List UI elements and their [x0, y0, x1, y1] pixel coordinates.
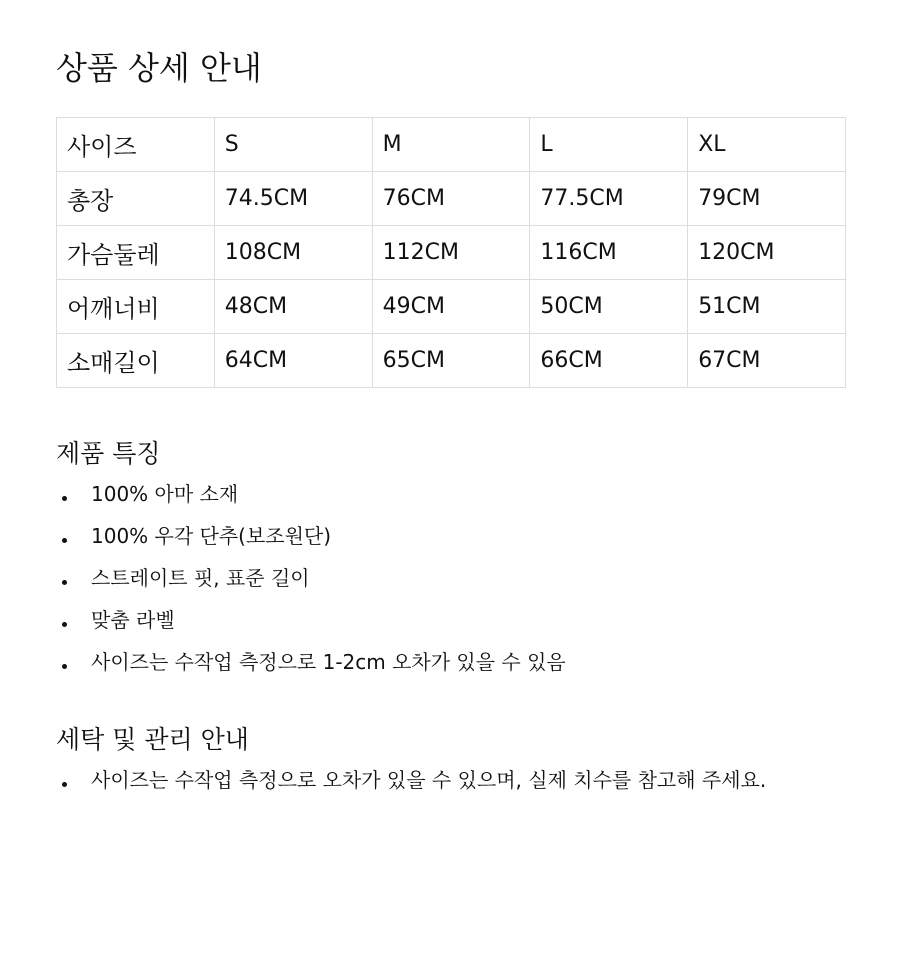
- table-cell: 108CM: [214, 226, 372, 280]
- row-label-total-length: 총장: [57, 172, 215, 226]
- table-row: [57, 334, 846, 388]
- care-list: [56, 764, 766, 806]
- list-item-text: 맞춤 라벨: [91, 608, 175, 632]
- bullet-icon: [62, 782, 67, 787]
- bullet-icon: [62, 496, 67, 501]
- list-item-text: 사이즈는 수작업 측정으로 오차가 있을 수 있으며, 실제 치수를 참고해 주세요.: [91, 768, 767, 792]
- table-cell: 116CM: [530, 226, 688, 280]
- table-cell: 112CM: [372, 226, 530, 280]
- row-label-shoulder: 어깨너비: [57, 280, 215, 334]
- features-list: [56, 478, 566, 688]
- list-item-text: 100% 아마 소재: [91, 482, 239, 506]
- table-cell: 77.5CM: [530, 172, 688, 226]
- table-cell: 48CM: [214, 280, 372, 334]
- list-item: [56, 646, 566, 688]
- size-table: [56, 117, 846, 388]
- features-section-title: 제품 특징: [56, 439, 161, 468]
- header-cell-xl: XL: [688, 118, 846, 172]
- list-item-text: 사이즈는 수작업 측정으로 1-2cm 오차가 있을 수 있음: [91, 650, 566, 674]
- row-label-sleeve: 소매길이: [57, 334, 215, 388]
- row-label-chest: 가슴둘레: [57, 226, 215, 280]
- table-cell: 67CM: [688, 334, 846, 388]
- table-row: [57, 280, 846, 334]
- table-row: [57, 226, 846, 280]
- table-cell: 120CM: [688, 226, 846, 280]
- header-cell-l: L: [530, 118, 688, 172]
- bullet-icon: [62, 538, 67, 543]
- bullet-icon: [62, 622, 67, 627]
- size-table-header-row: [57, 118, 846, 172]
- table-cell: 65CM: [372, 334, 530, 388]
- page-title: 상품 상세 안내: [56, 49, 262, 87]
- list-item: [56, 764, 766, 806]
- list-item-text: 스트레이트 핏, 표준 길이: [91, 566, 310, 590]
- list-item: [56, 604, 566, 646]
- header-cell-size: 사이즈: [57, 118, 215, 172]
- header-cell-m: M: [372, 118, 530, 172]
- table-cell: 64CM: [214, 334, 372, 388]
- bullet-icon: [62, 664, 67, 669]
- list-item-text: 100% 우각 단추(보조원단): [91, 524, 332, 548]
- table-cell: 66CM: [530, 334, 688, 388]
- header-cell-s: S: [214, 118, 372, 172]
- table-cell: 79CM: [688, 172, 846, 226]
- table-cell: 74.5CM: [214, 172, 372, 226]
- table-cell: 51CM: [688, 280, 846, 334]
- table-cell: 50CM: [530, 280, 688, 334]
- list-item: [56, 520, 566, 562]
- table-row: [57, 172, 846, 226]
- care-section-title: 세탁 및 관리 안내: [56, 725, 249, 754]
- table-cell: 49CM: [372, 280, 530, 334]
- list-item: [56, 478, 566, 520]
- bullet-icon: [62, 580, 67, 585]
- list-item: [56, 562, 566, 604]
- table-cell: 76CM: [372, 172, 530, 226]
